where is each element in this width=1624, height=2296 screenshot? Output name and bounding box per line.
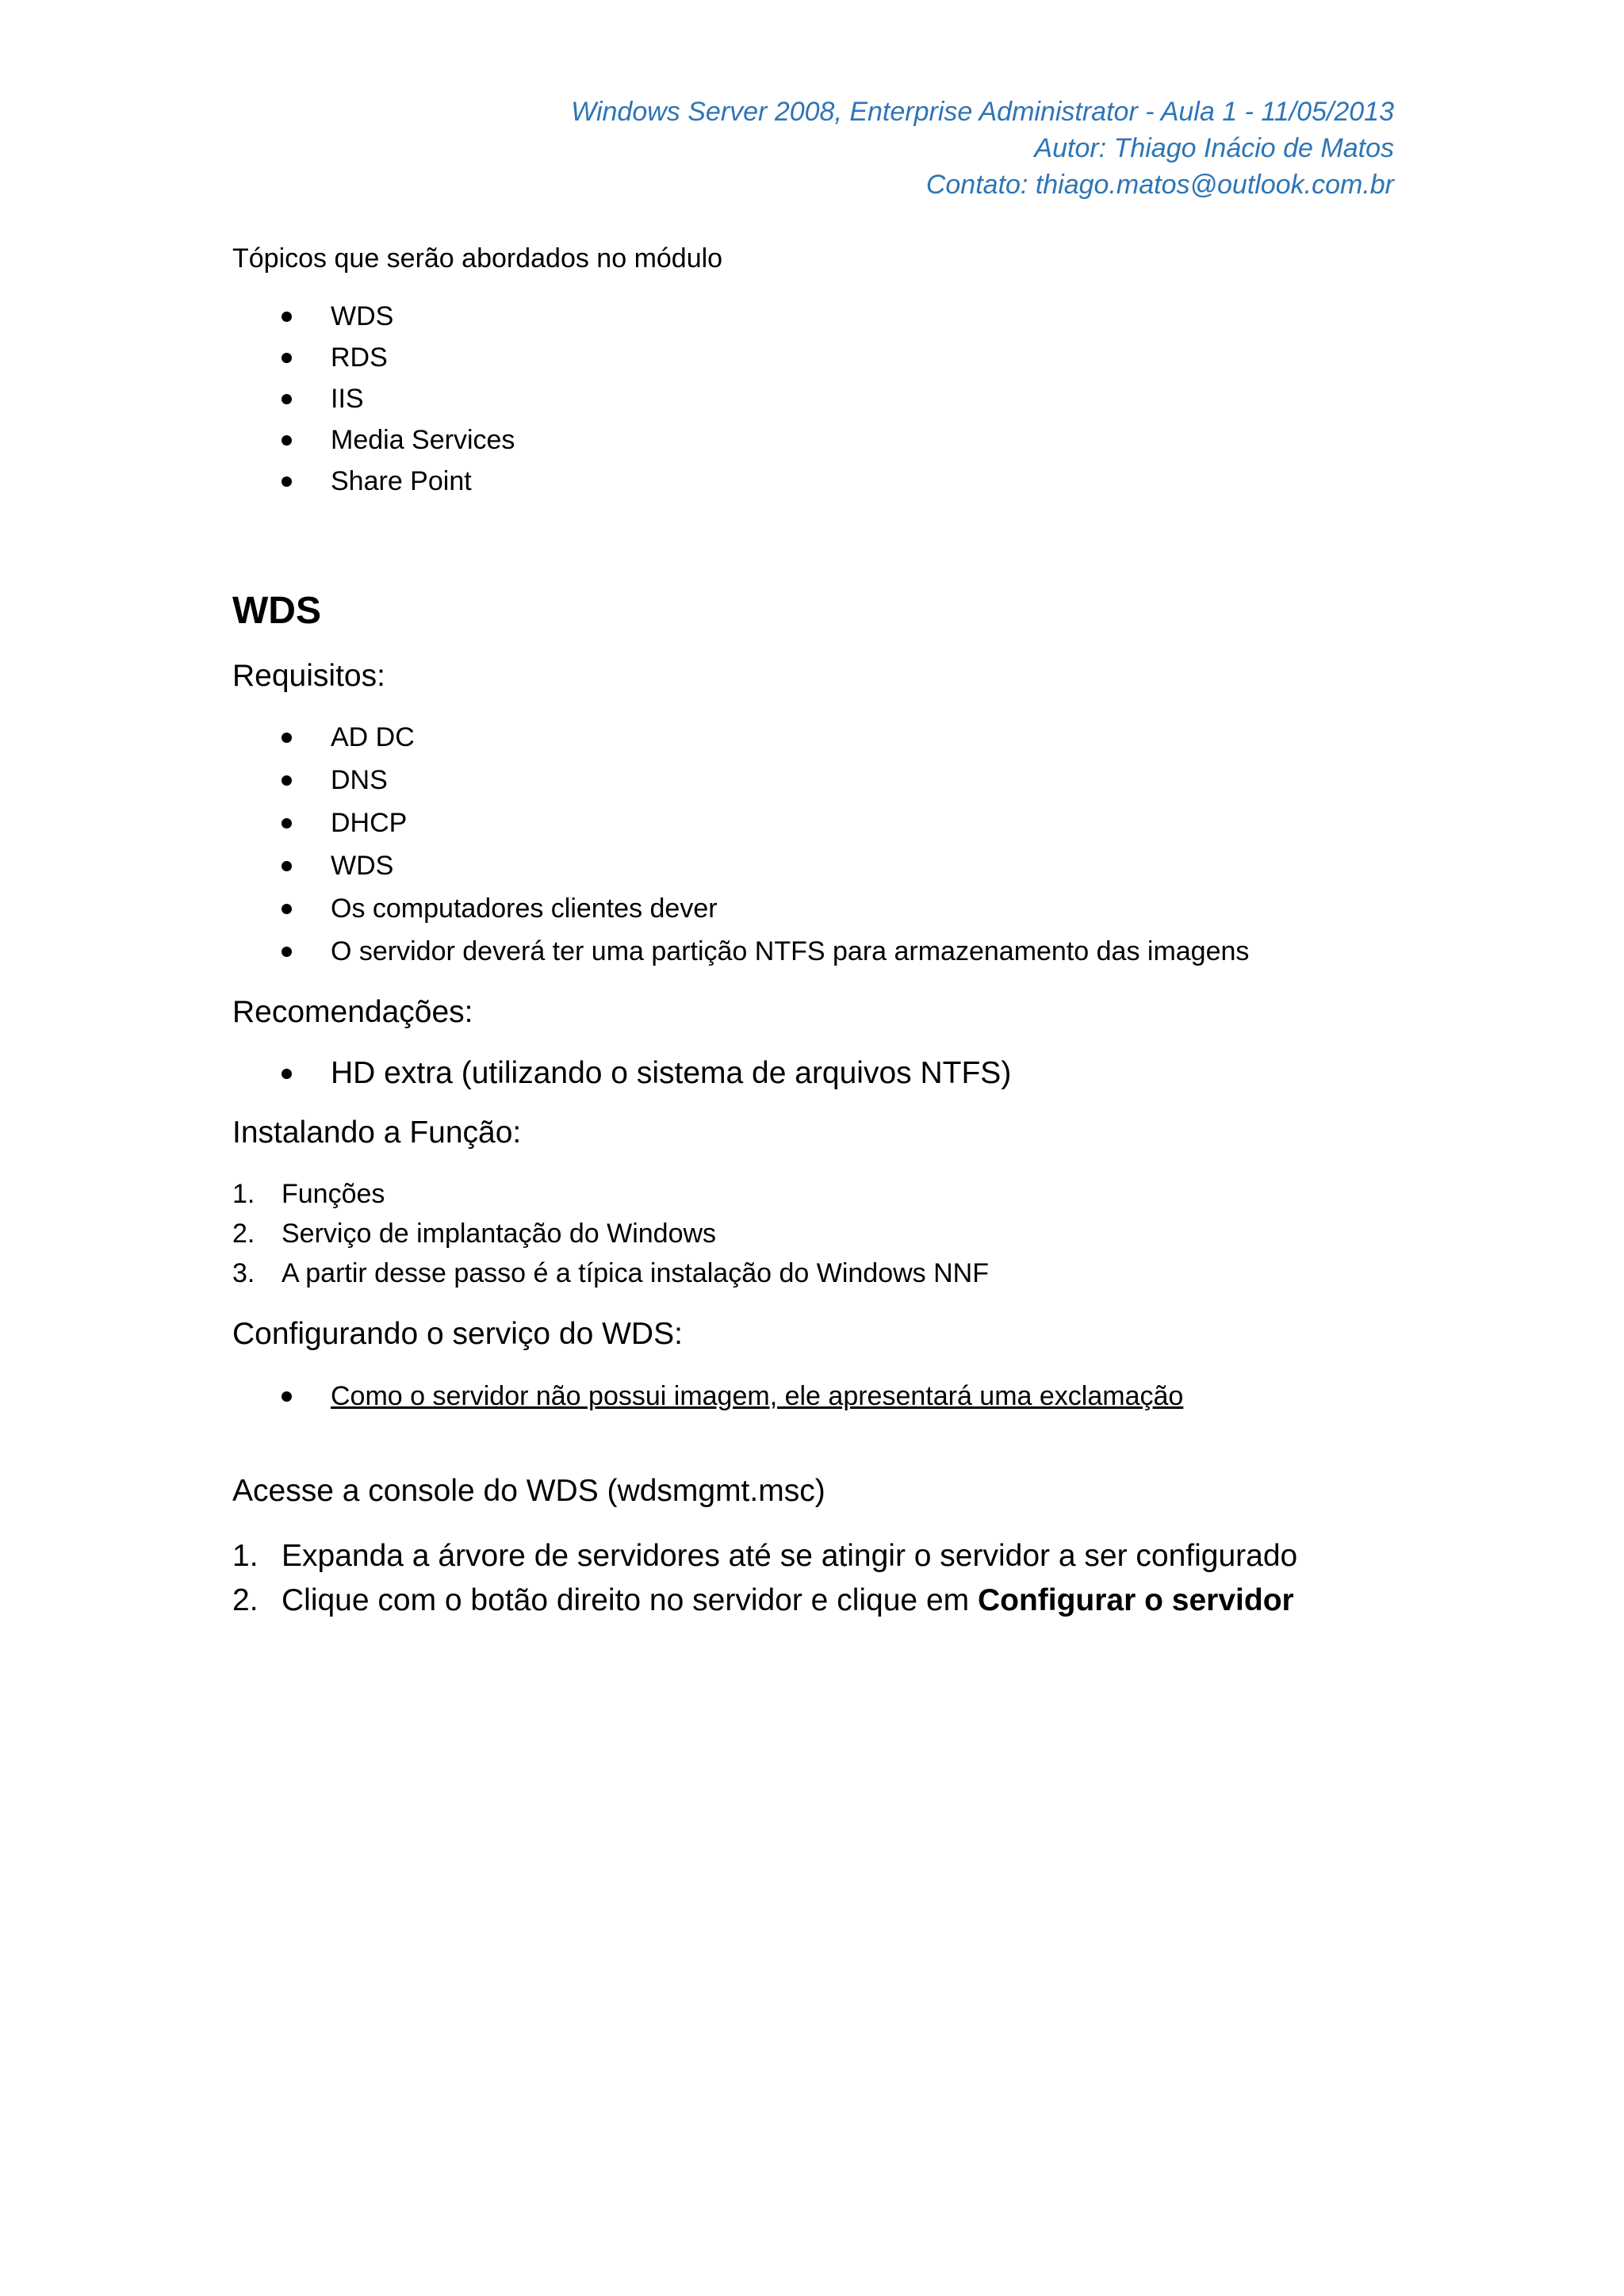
list-item: 3. A partir desse passo é a típica instalação do Windows NNF bbox=[232, 1258, 989, 1288]
bullet-icon bbox=[282, 476, 292, 487]
bullet-icon bbox=[282, 861, 292, 871]
recomendacoes-heading: Recomendações: bbox=[232, 995, 473, 1029]
acesse-list bbox=[232, 1534, 1390, 1623]
bullet-icon bbox=[282, 904, 292, 914]
list-item: AD DC bbox=[232, 716, 1390, 759]
configurando-heading: Configurando o serviço do WDS: bbox=[232, 1317, 683, 1351]
header-author-line: Autor: Thiago Inácio de Matos bbox=[1034, 133, 1394, 163]
list-item: Como o servidor não possui imagem, ele apresentará uma exclamação bbox=[232, 1376, 1390, 1417]
bullet-icon bbox=[282, 435, 292, 446]
list-item: Share Point bbox=[232, 461, 1390, 502]
header-course-line: Windows Server 2008, Enterprise Administrator - Aula 1 - 11/05/2013 bbox=[571, 97, 1394, 127]
list-item: RDS bbox=[232, 337, 1390, 378]
list-item: DHCP bbox=[232, 802, 1390, 844]
page-header bbox=[571, 94, 1394, 203]
requisitos-list bbox=[232, 716, 1390, 973]
acesse-heading: Acesse a console do WDS (wdsmgmt.msc) bbox=[232, 1474, 825, 1508]
bullet-icon bbox=[282, 1069, 292, 1079]
bullet-icon bbox=[282, 947, 292, 957]
instalando-heading: Instalando a Função: bbox=[232, 1115, 522, 1150]
topics-list bbox=[232, 296, 1390, 502]
configurando-list bbox=[232, 1376, 1390, 1417]
list-item: 2. Serviço de implantação do Windows bbox=[232, 1219, 717, 1249]
list-item: Media Services bbox=[232, 419, 1390, 461]
bullet-icon bbox=[282, 312, 292, 322]
list-item: WDS bbox=[232, 296, 1390, 337]
recomendacoes-list bbox=[232, 1052, 1390, 1095]
bullet-icon bbox=[282, 733, 292, 743]
configurar-servidor-emphasis: Configurar o servidor bbox=[977, 1583, 1294, 1617]
section-title-wds: WDS bbox=[232, 590, 321, 632]
requisitos-heading: Requisitos: bbox=[232, 659, 385, 693]
list-item: 2. Clique com o botão direito no servidor e clique em Configurar o servidor bbox=[232, 1583, 1294, 1617]
list-item: 1. Funções bbox=[232, 1179, 385, 1209]
bullet-icon bbox=[282, 775, 292, 786]
list-item: IIS bbox=[232, 378, 1390, 419]
list-item: O servidor deverá ter uma partição NTFS para armazenamento das imagens bbox=[232, 930, 1390, 973]
topics-intro: Tópicos que serão abordados no módulo bbox=[232, 243, 723, 274]
list-item: Os computadores clientes dever bbox=[232, 887, 1390, 930]
list-item: DNS bbox=[232, 759, 1390, 802]
document-body bbox=[232, 241, 1390, 1623]
instalando-list bbox=[232, 1174, 1390, 1293]
bullet-icon bbox=[282, 818, 292, 828]
bullet-icon bbox=[282, 394, 292, 404]
list-item: WDS bbox=[232, 844, 1390, 887]
header-contact-line: Contato: thiago.matos@outlook.com.br bbox=[925, 170, 1394, 200]
list-item: HD extra (utilizando o sistema de arquivos NTFS) bbox=[232, 1052, 1390, 1095]
list-item: 1. Expanda a árvore de servidores até se atingir o servidor a ser configurado bbox=[232, 1539, 1298, 1573]
bullet-icon bbox=[282, 1391, 292, 1402]
bullet-icon bbox=[282, 353, 292, 363]
